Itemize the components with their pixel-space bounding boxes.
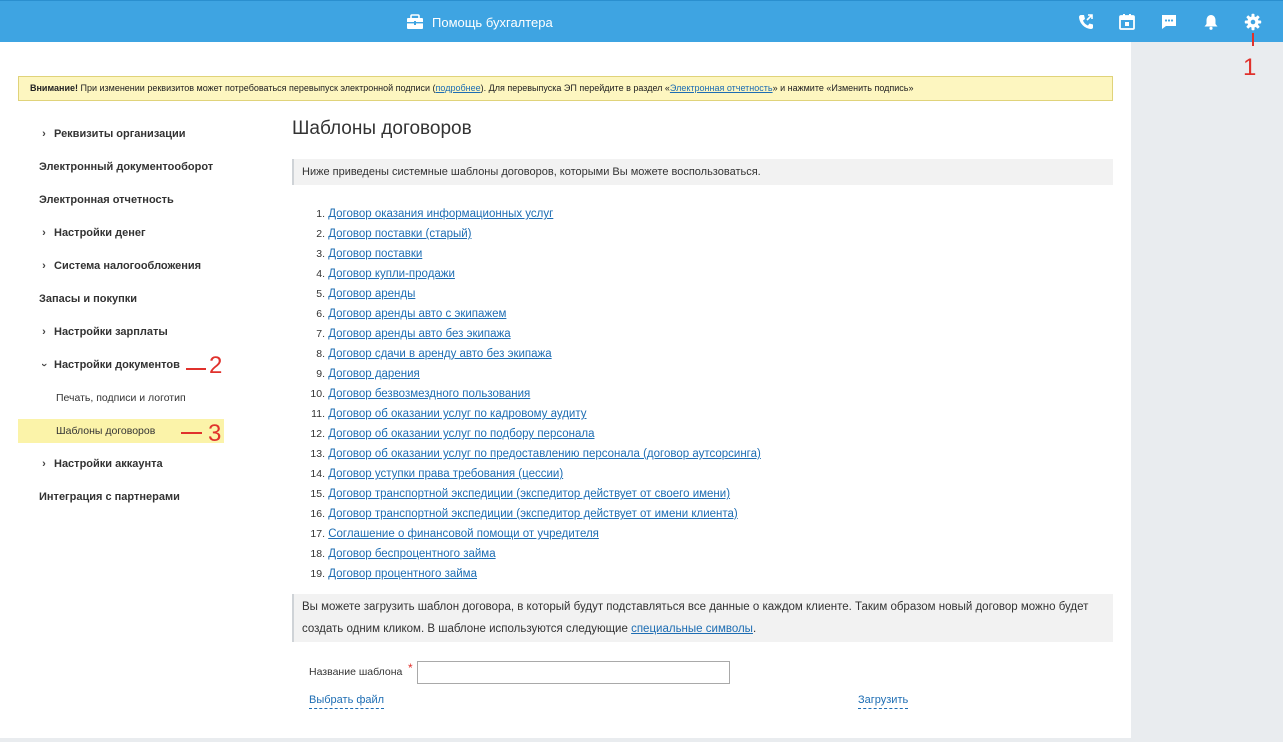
item-number: 8.	[316, 348, 325, 360]
template-link[interactable]: Договор дарения	[328, 368, 420, 380]
upload-button[interactable]: Загрузить	[858, 694, 908, 709]
list-item	[300, 364, 761, 384]
app-title[interactable]	[406, 11, 553, 33]
warning-text-3: » и нажмите «Изменить подпись»	[772, 83, 914, 93]
special-symbols-link[interactable]: специальные символы	[631, 623, 753, 635]
sidebar-item-contract-templates[interactable]	[18, 419, 224, 443]
chevron-right-icon: ›	[42, 326, 46, 338]
item-number: 19.	[310, 568, 325, 580]
sidebar-item-edo[interactable]	[18, 155, 224, 179]
list-item	[300, 384, 761, 404]
bell-icon[interactable]	[1201, 12, 1221, 32]
sidebar-item-label: Настройки денег	[54, 227, 146, 239]
page-title: Шаблоны договоров	[292, 118, 472, 139]
phone-icon[interactable]	[1076, 12, 1096, 32]
item-number: 6.	[316, 308, 325, 320]
sidebar-item-label: Система налогообложения	[54, 260, 202, 272]
annotation-1: 1	[1243, 54, 1257, 81]
item-number: 5.	[316, 288, 325, 300]
sidebar-item-label: Шаблоны договоров	[56, 425, 156, 437]
sidebar-item-money-settings[interactable]	[18, 221, 224, 245]
upload-info-line-1: Вы можете загрузить шаблон договора, в который будут подставляться все данные о каждом клиенте. Таким образом новый договор можно будет	[302, 601, 1089, 613]
warning-banner	[18, 76, 1113, 101]
item-number: 7.	[316, 328, 325, 340]
template-link[interactable]: Соглашение о финансовой помощи от учредителя	[328, 528, 599, 540]
item-number: 17.	[310, 528, 325, 540]
details-link[interactable]: подробнее	[435, 83, 481, 93]
template-link[interactable]: Договор транспортной экспедиции (экспедитор действует от имени клиента)	[328, 508, 738, 520]
chat-icon[interactable]	[1159, 12, 1179, 32]
template-link[interactable]: Договор поставки	[328, 248, 423, 260]
item-number: 16.	[310, 508, 325, 520]
sidebar-item-org-details[interactable]	[18, 122, 224, 146]
template-link[interactable]: Договор поставки (старый)	[328, 228, 472, 240]
sidebar-item-label: Электронный документооборот	[39, 161, 214, 173]
template-link[interactable]: Договор процентного займа	[328, 568, 477, 580]
sidebar-item-stock-purchases[interactable]	[18, 287, 224, 311]
list-item	[300, 204, 761, 224]
list-item	[300, 524, 761, 544]
sidebar-item-tax-system[interactable]	[18, 254, 224, 278]
choose-file-button[interactable]: Выбрать файл	[309, 694, 384, 709]
template-link[interactable]: Договор транспортной экспедиции (экспедитор действует от своего имени)	[328, 488, 731, 500]
list-item	[300, 424, 761, 444]
sidebar-item-label: Реквизиты организации	[54, 128, 186, 140]
list-item	[300, 544, 761, 564]
item-number: 2.	[316, 228, 325, 240]
chevron-right-icon: ›	[42, 227, 46, 239]
annotation-3-line	[181, 432, 202, 434]
list-item	[300, 504, 761, 524]
right-gray-panel	[1131, 42, 1283, 742]
annotation-3: 3	[208, 420, 222, 447]
upload-info-line-2: создать одним кликом. В шаблоне используются следующие	[302, 623, 632, 635]
item-number: 11.	[311, 408, 325, 420]
sidebar-item-e-reporting[interactable]	[18, 188, 224, 212]
template-link[interactable]: Договор об оказании услуг по кадровому аудиту	[328, 408, 587, 420]
template-link[interactable]: Договор об оказании услуг по подбору персонала	[328, 428, 595, 440]
accountant-help-icon	[406, 14, 424, 30]
list-item	[300, 344, 761, 364]
info-text: Ниже приведены системные шаблоны договоров, которыми Вы можете воспользоваться.	[302, 166, 761, 178]
list-item	[300, 484, 761, 504]
list-item	[300, 224, 761, 244]
template-link[interactable]: Договор аренды авто без экипажа	[328, 328, 511, 340]
template-link[interactable]: Договор беспроцентного займа	[328, 548, 496, 560]
upload-info-end: .	[752, 623, 757, 635]
sidebar-item-document-settings[interactable]	[18, 353, 224, 377]
templates-list	[300, 204, 761, 584]
list-item	[300, 404, 761, 424]
chevron-right-icon: ›	[42, 458, 46, 470]
list-item	[300, 284, 761, 304]
warning-text-1: При изменении реквизитов может потребоваться перевыпуск электронной подписи (	[77, 83, 436, 93]
item-number: 10.	[310, 388, 325, 400]
required-mark: *	[408, 661, 413, 675]
template-link[interactable]: Договор аренды	[328, 288, 416, 300]
item-number: 4.	[316, 268, 325, 280]
template-link[interactable]: Договор безвозмездного пользования	[328, 388, 531, 400]
template-link[interactable]: Договор аренды авто с экипажем	[328, 308, 507, 320]
warning-text-2: ). Для перевыпуска ЭП перейдите в раздел «	[480, 83, 670, 93]
annotation-2: 2	[209, 352, 223, 379]
chevron-down-icon: ›	[38, 363, 50, 367]
sidebar-item-salary-settings[interactable]	[18, 320, 224, 344]
electronic-reporting-link[interactable]: Электронная отчетность	[669, 83, 773, 93]
list-item	[300, 264, 761, 284]
item-number: 15.	[310, 488, 325, 500]
list-item	[300, 324, 761, 344]
chevron-right-icon: ›	[42, 260, 46, 272]
template-name-input[interactable]	[417, 661, 730, 684]
sidebar-item-partner-integration[interactable]	[18, 485, 224, 509]
list-item	[300, 444, 761, 464]
sidebar-item-label: Печать, подписи и логотип	[56, 392, 186, 404]
upload-info-box	[292, 594, 1113, 642]
sidebar-item-print-signatures[interactable]	[18, 386, 224, 410]
app-title-text: Помощь бухгалтера	[432, 14, 553, 30]
template-link[interactable]: Договор купли-продажи	[328, 268, 455, 280]
calendar-icon[interactable]	[1117, 12, 1137, 32]
warning-bold: Внимание!	[30, 83, 78, 93]
list-item	[300, 304, 761, 324]
gear-icon[interactable]	[1243, 12, 1263, 32]
sidebar-item-label: Настройки документов	[54, 359, 180, 371]
item-number: 9.	[316, 368, 325, 380]
item-number: 3.	[316, 248, 325, 260]
list-item	[300, 244, 761, 264]
item-number: 14.	[310, 468, 325, 480]
template-link[interactable]: Договор оказания информационных услуг	[328, 208, 554, 220]
sidebar-item-label: Настройки аккаунта	[54, 458, 163, 470]
list-item	[300, 564, 761, 584]
annotation-1-line	[1252, 33, 1254, 46]
sidebar-item-label: Настройки зарплаты	[54, 326, 168, 338]
chevron-right-icon: ›	[42, 128, 46, 140]
sidebar-item-label: Запасы и покупки	[39, 293, 138, 305]
sidebar-item-label: Интеграция с партнерами	[39, 491, 180, 503]
template-link[interactable]: Договор об оказании услуг по предоставлению персонала (договор аутсорсинга)	[328, 448, 761, 460]
item-number: 1.	[316, 208, 325, 220]
list-item	[300, 464, 761, 484]
sidebar-item-account-settings[interactable]	[18, 452, 224, 476]
template-name-label: Название шаблона	[309, 666, 403, 678]
bottom-strip	[0, 738, 1283, 742]
sidebar-item-label: Электронная отчетность	[39, 194, 174, 206]
item-number: 13.	[310, 448, 325, 460]
template-link[interactable]: Договор сдачи в аренду авто без экипажа	[328, 348, 552, 360]
template-link[interactable]: Договор уступки права требования (цессии)	[328, 468, 564, 480]
item-number: 12.	[310, 428, 325, 440]
item-number: 18.	[310, 548, 325, 560]
annotation-2-line	[186, 368, 206, 370]
info-box	[292, 159, 1113, 185]
top-header	[0, 0, 1283, 42]
